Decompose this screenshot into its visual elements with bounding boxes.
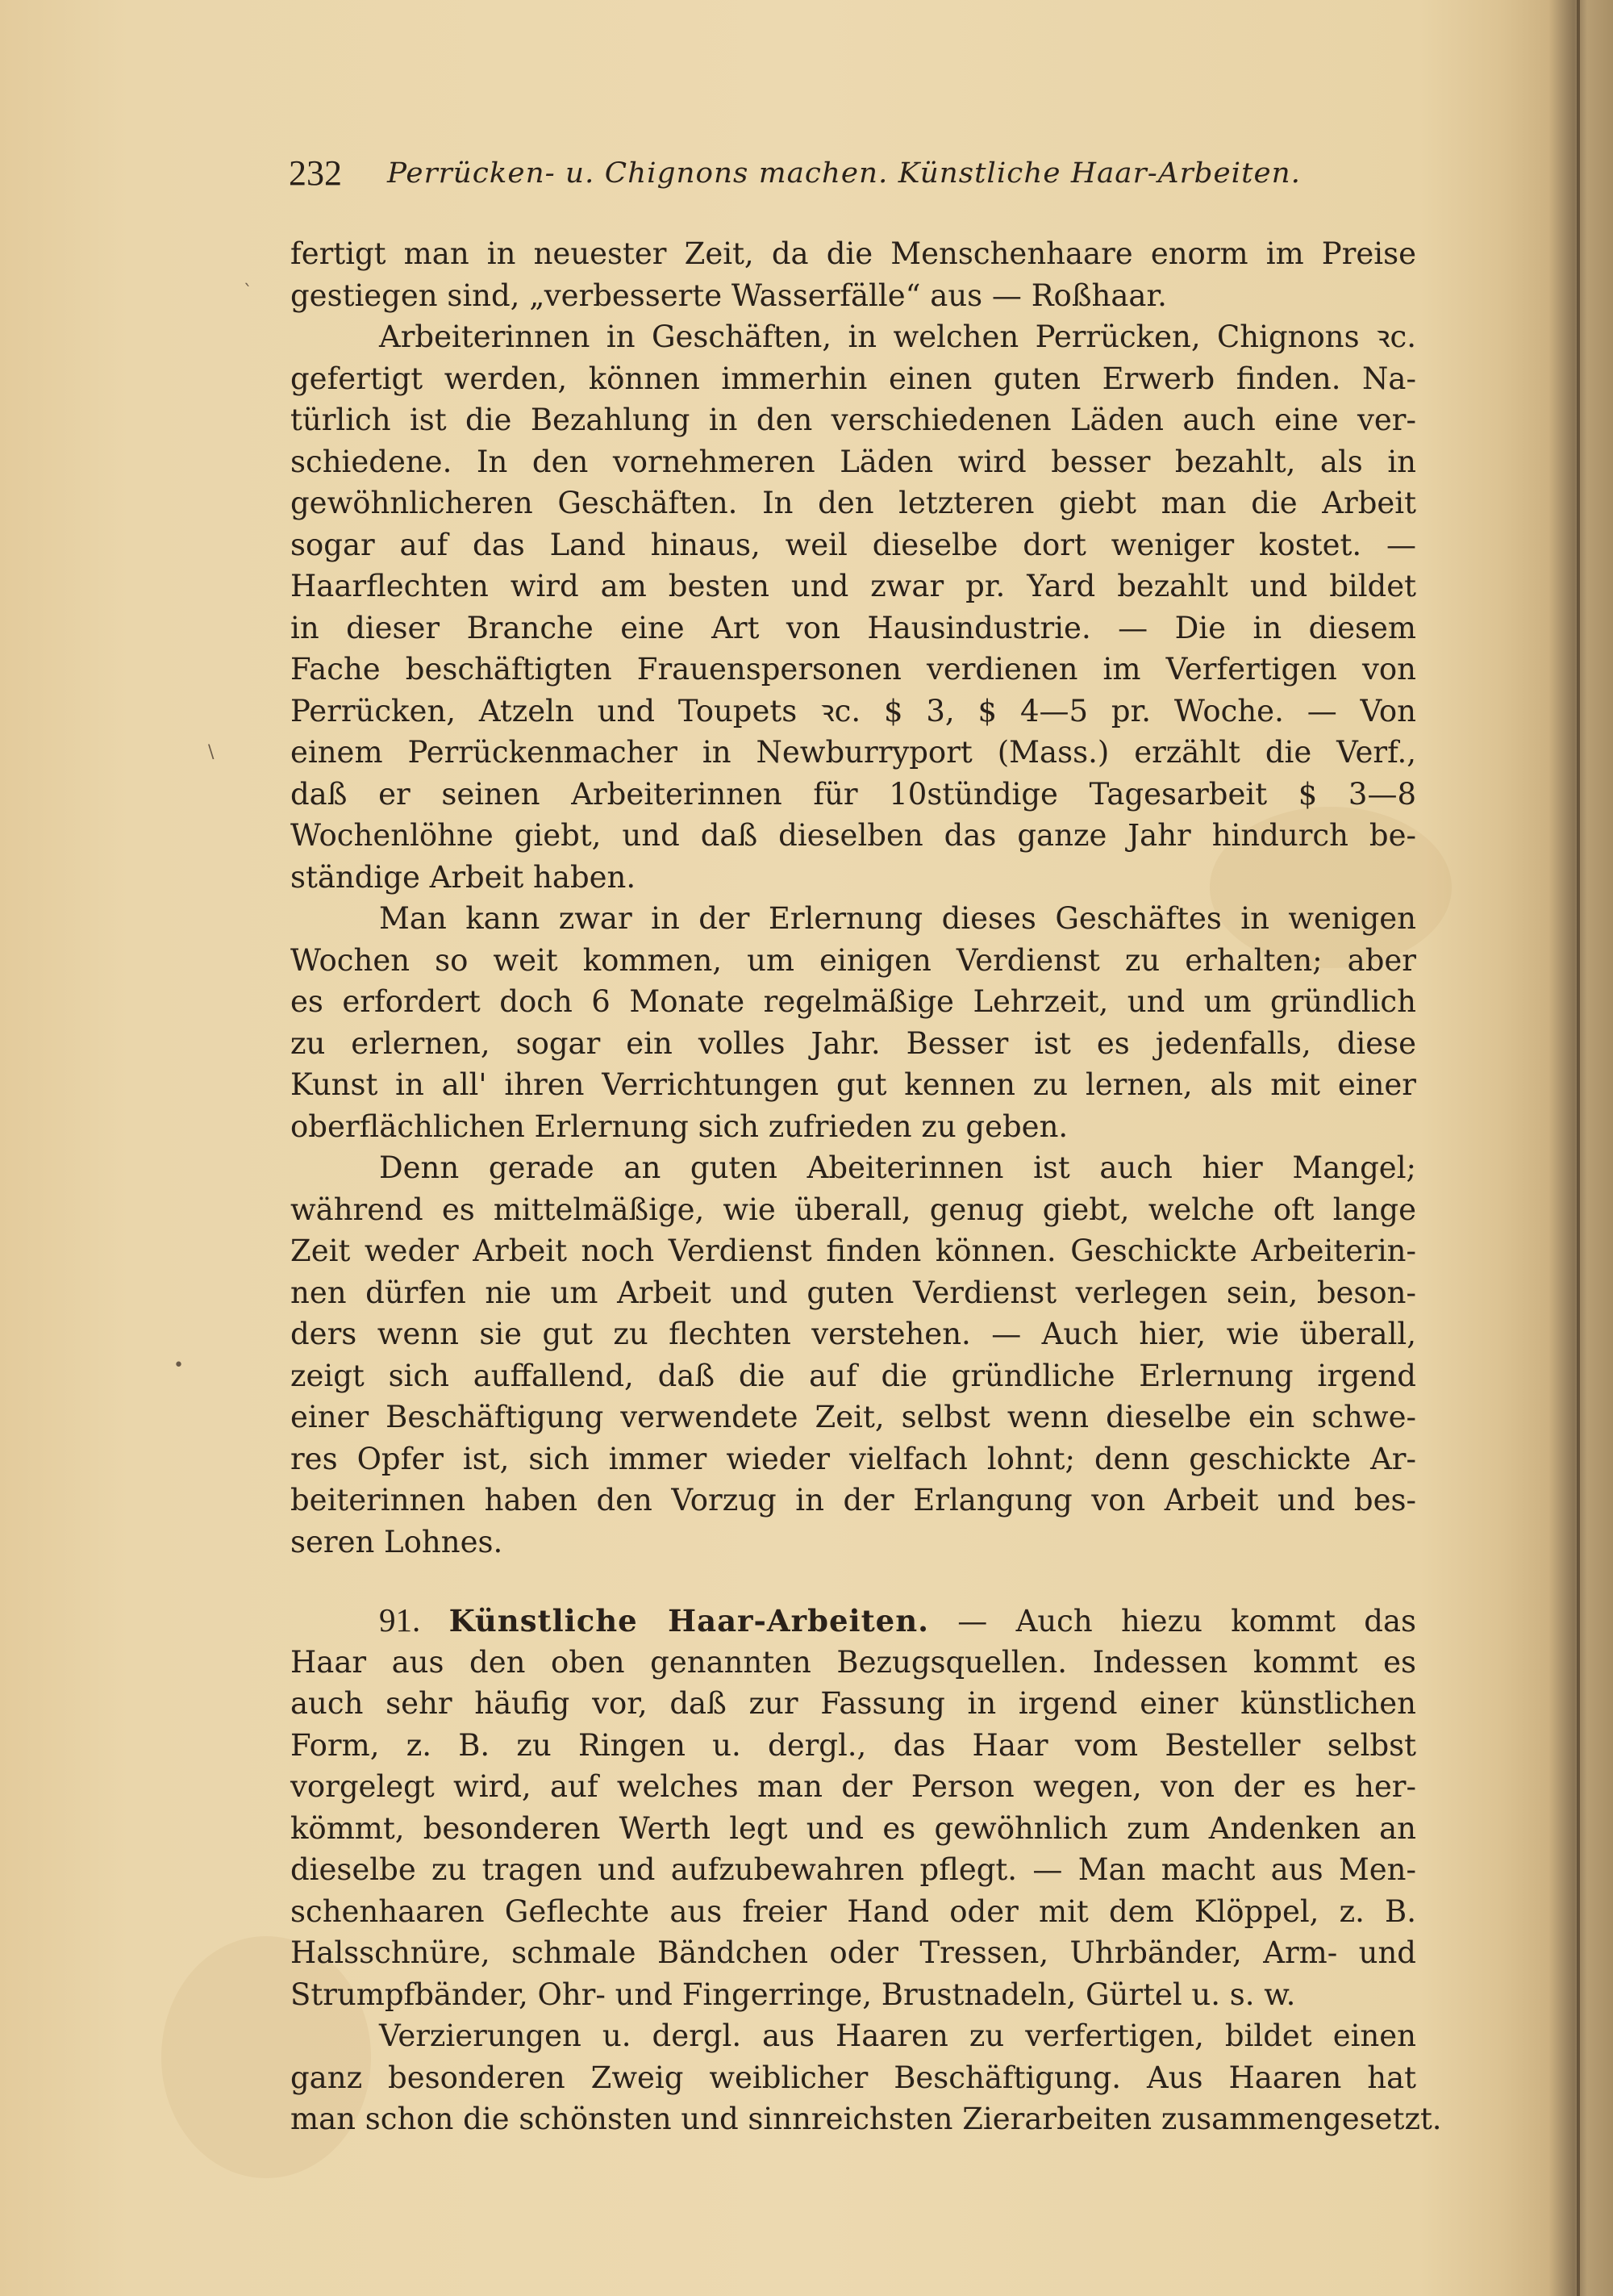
text-line: daß er seinen Arbeiterinnen für 10stündige Tagesarbeit $ 3—8 bbox=[290, 776, 1416, 812]
text-line: seren Lohnes. bbox=[290, 1524, 503, 1559]
text-line: man schon die schönsten und sinnreichsten Zierarbeiten zusammengesetzt. bbox=[290, 2102, 1442, 2136]
text-line: Zeit weder Arbeit noch Verdienst finden können. Geschickte Arbeiterin- bbox=[290, 1234, 1416, 1268]
running-header bbox=[289, 152, 1418, 195]
text-line: in dieser Branche eine Art von Hausindustrie. — Die in diesem bbox=[290, 610, 1416, 645]
section-heading-line bbox=[290, 1600, 1416, 1642]
section-number: 91. bbox=[379, 1601, 421, 1639]
text-line: Wochen so weit kommen, um einigen Verdienst zu erhalten; aber bbox=[290, 942, 1416, 978]
paragraph bbox=[290, 233, 1416, 316]
margin-mark: • bbox=[173, 1355, 184, 1376]
text-line: kömmt, besonderen Werth legt und es gewöhnlich zum Andenken an bbox=[290, 1810, 1416, 1846]
text-line: Perrücken, Atzeln und Toupets ꝛc. $ 3, $ 4—5 pr. Woche. — Von bbox=[290, 693, 1416, 728]
book-gutter bbox=[1577, 0, 1580, 2296]
text-line: fertigt man in neuester Zeit, da die Menschenhaare enorm im Preise bbox=[290, 236, 1416, 271]
text-line: ständige Arbeit haben. bbox=[290, 859, 636, 895]
text-line: Strumpfbänder, Ohr- und Fingerringe, Brustnadeln, Gürtel u. s. w. bbox=[290, 1977, 1296, 2012]
text-line: oberflächlichen Erlernung sich zufrieden zu geben. bbox=[290, 1108, 1069, 1144]
paragraph bbox=[290, 1147, 1416, 1563]
text-line: nen dürfen nie um Arbeit und guten Verdienst verlegen sein, beson- bbox=[290, 1275, 1416, 1310]
text-line: gewöhnlicheren Geschäften. In den letzteren giebt man die Arbeit bbox=[290, 486, 1416, 520]
text-line: Kunst in all' ihren Verrichtungen gut kennen zu lernen, als mit einer bbox=[290, 1067, 1416, 1102]
text-line: Haar aus den oben genannten Bezugsquellen. Indessen kommt es bbox=[290, 1644, 1416, 1680]
text-line: — Auch hiezu kommt das bbox=[957, 1604, 1416, 1639]
text-line: Form, z. B. zu Ringen u. dergl., das Haar vom Besteller selbst bbox=[290, 1727, 1416, 1763]
paragraph bbox=[290, 316, 1416, 898]
margin-mark: \ bbox=[208, 742, 215, 762]
body-text bbox=[290, 233, 1442, 2140]
text-line: Man kann zwar in der Erlernung dieses Geschäftes in wenigen bbox=[379, 901, 1416, 936]
text-line: ganz besonderen Zweig weiblicher Beschäftigung. Aus Haaren hat bbox=[290, 2060, 1416, 2095]
text-line: es erfordert doch 6 Monate regelmäßige Lehrzeit, und um gründlich bbox=[290, 984, 1416, 1019]
text-line: einer Beschäftigung verwendete Zeit, selbst wenn dieselbe ein schwe- bbox=[290, 1400, 1416, 1434]
text-line: zu erlernen, sogar ein volles Jahr. Besser ist es jedenfalls, diese bbox=[290, 1025, 1416, 1061]
margin-mark: ` bbox=[244, 282, 252, 303]
text-line: dieselbe zu tragen und aufzubewahren pflegt. — Man macht aus Men- bbox=[290, 1852, 1416, 1887]
paragraph bbox=[290, 2015, 1442, 2140]
section-title: Künstliche Haar-Arbeiten. bbox=[448, 1603, 929, 1639]
page-number: 232 bbox=[289, 153, 342, 193]
text-line: sogar auf das Land hinaus, weil dieselbe dort weniger kostet. — bbox=[290, 527, 1416, 562]
text-line: schenhaaren Geflechte aus freier Hand oder mit dem Klöppel, z. B. bbox=[290, 1893, 1416, 1929]
text-line: Haarflechten wird am besten und zwar pr. Yard bezahlt und bildet bbox=[290, 569, 1416, 603]
text-line: ders wenn sie gut zu flechten verstehen. — Auch hier, wie überall, bbox=[290, 1317, 1416, 1351]
text-line: gestiegen sind, „verbesserte Wasserfälle“ aus — Roßhaar. bbox=[290, 278, 1167, 313]
text-line: während es mittelmäßige, wie überall, genug giebt, welche oft lange bbox=[290, 1192, 1416, 1227]
text-line: Wochenlöhne giebt, und daß dieselben das ganze Jahr hindurch be- bbox=[290, 818, 1416, 853]
text-line: auch sehr häufig vor, daß zur Fassung in irgend einer künstlichen bbox=[290, 1686, 1416, 1721]
text-line: schiedene. In den vornehmeren Läden wird besser bezahlt, als in bbox=[290, 444, 1416, 479]
section-gap bbox=[290, 1563, 1416, 1600]
text-line: Denn gerade an guten Abeiterinnen ist auch hier Mangel; bbox=[379, 1150, 1416, 1185]
text-line: Verzierungen u. dergl. aus Haaren zu verfertigen, bildet einen bbox=[379, 2018, 1416, 2053]
text-line: res Opfer ist, sich immer wieder vielfach lohnt; denn geschickte Ar- bbox=[290, 1441, 1416, 1476]
text-line: Halsschnüre, schmale Bändchen oder Tressen, Uhrbänder, Arm- und bbox=[290, 1935, 1416, 1970]
text-line: Arbeiterinnen in Geschäften, in welchen Perrücken, Chignons ꝛc. bbox=[379, 319, 1416, 354]
text-line: türlich ist die Bezahlung in den verschiedenen Läden auch eine ver- bbox=[290, 403, 1416, 437]
text-line: vorgelegt wird, auf welches man der Person wegen, von der es her- bbox=[290, 1769, 1416, 1804]
text-line: zeigt sich auffallend, daß die auf die gründliche Erlernung irgend bbox=[290, 1358, 1416, 1393]
text-line: Fache beschäftigten Frauenspersonen verdienen im Verfertigen von bbox=[290, 652, 1416, 687]
text-line: beiterinnen haben den Vorzug in der Erlangung von Arbeit und bes- bbox=[290, 1483, 1416, 1517]
section-paragraph bbox=[290, 1563, 1416, 2015]
paragraph bbox=[290, 898, 1416, 1147]
running-title: Perrücken- u. Chignons machen. Künstliche Haar-Arbeiten. bbox=[387, 157, 1302, 190]
text-line: gefertigt werden, können immerhin einen guten Erwerb finden. Na- bbox=[290, 361, 1416, 396]
text-line: einem Perrückenmacher in Newburryport (Mass.) erzählt die Verf., bbox=[290, 735, 1416, 770]
